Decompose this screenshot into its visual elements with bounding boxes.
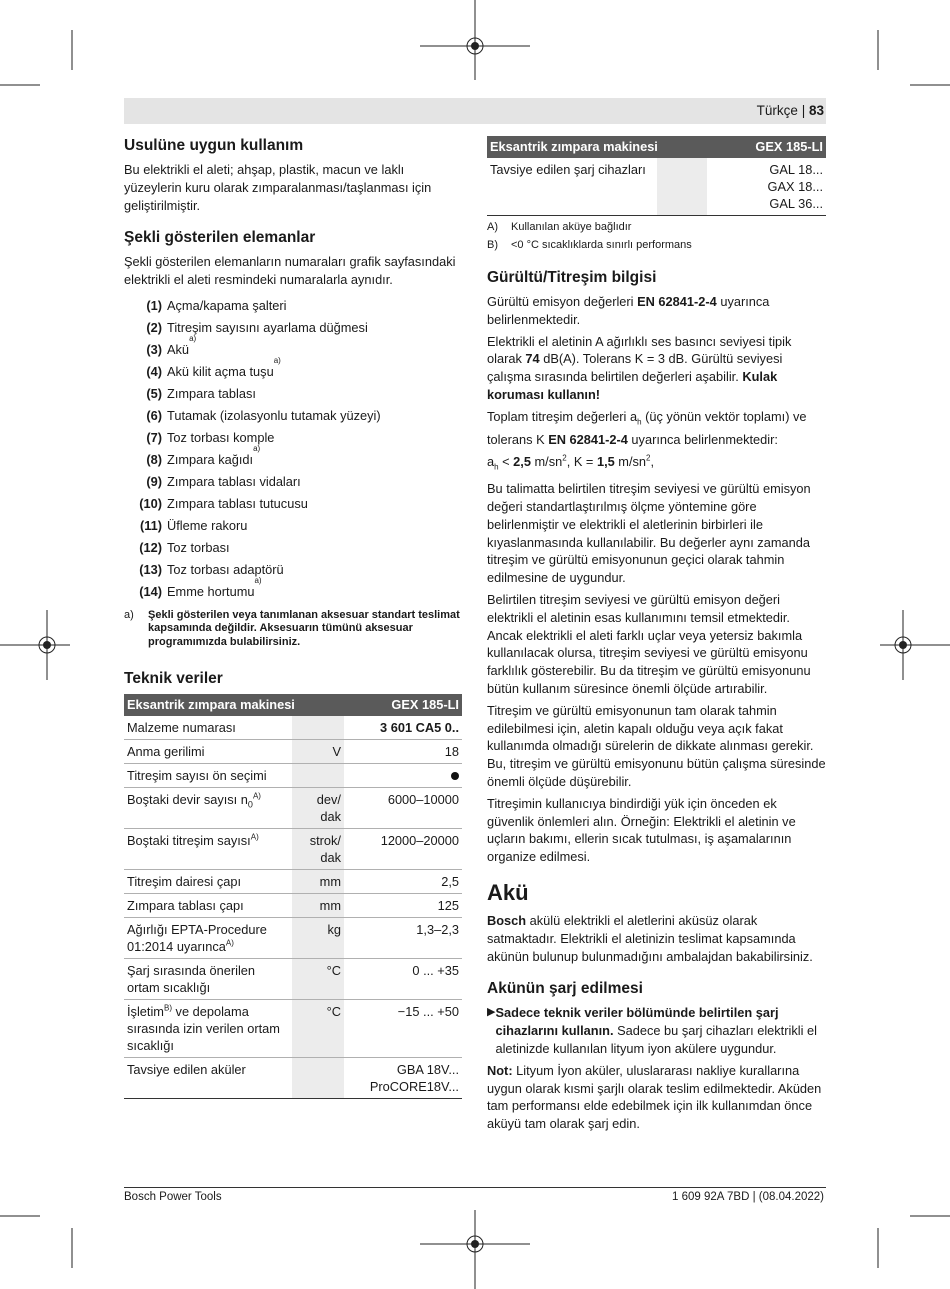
- elements-title: Şekli gösterilen elemanlar: [124, 229, 316, 247]
- component-list: [124, 295, 462, 603]
- noise-p2: Elektrikli el aletinin A ağırlıklı ses basıncı seviyesi tipik olarak 74 dB(A). Tolerans K = 3 dB. Gürültü seviyesi çalışma sırasında belirtilen değerleri aşabilir. Kulak koruması kullanın!: [487, 333, 792, 402]
- battery-text: Bosch akülü elektrikli el aletlerini aküsüz olarak satmaktadır. Elektrikli el aletinizin teslimat kapsamında akünün bulunup bulunmadığını ambalajdan bakabilirsiniz.: [487, 913, 813, 964]
- usage-title: Usulüne uygun kullanım: [124, 137, 304, 154]
- list-item: (4) Akü kilit açma tuşu a): [146, 355, 281, 379]
- table-header: Eksantrik zımpara makinesi GEX 185-LI: [124, 694, 462, 716]
- battery-title: Akü: [487, 880, 529, 905]
- footnote-b: B) <0 °C sıcaklıklarda sınırlı performans: [487, 239, 692, 251]
- usage-section: [124, 136, 462, 214]
- left-column: [124, 136, 462, 1099]
- list-item: (12) Toz torbası: [139, 539, 230, 555]
- table-row: Boştaki devir sayısı $n_0^{A)}$ dev/ dak 6000–10000: [124, 788, 462, 829]
- table-header: Eksantrik zımpara makinesi GEX 185-LI: [487, 136, 826, 158]
- header-separator: |: [801, 103, 806, 118]
- accessory-note: a) Şekli gösterilen veya tanımlanan aksesuar standart teslimat kapsamında değildir. Aksesuarın tümünü aksesuar programımızda bulabilirsiniz.: [124, 608, 460, 648]
- header-language: Türkçe: [756, 103, 798, 118]
- noise-title: Gürültü/Titreşim bilgisi: [487, 269, 657, 286]
- tech-section: [124, 669, 462, 1099]
- right-column: [487, 136, 826, 1137]
- charging-instruction: ▶ Sadece teknik veriler bölümünde belirtilen şarj cihazlarını kullanın. Sadece bu şarj cihazları elektrikli el aletinizde kullanılan lityum iyon akülere uygundur.: [487, 1005, 817, 1056]
- table-row: İşletim$^{B)}$ ve depolama sırasında izin verilen ortam sıcaklığı °C −15 ... +50: [124, 1000, 462, 1058]
- header-band: [124, 98, 826, 124]
- noise-p8: Titreşimin kullanıcıya bindirdiği yük için önceden ek güvenlik önlemleri alın. Örneğin: Elektrikli el aletinin ve uçların bakımı, ellerin sıcak tutulması, iş aşamalarının organize edilmesi.: [487, 795, 796, 865]
- elements-text: Şekli gösterilen elemanların numaraları grafik sayfasındaki elektrikli el aleti resmindeki numaralarla aynıdır.: [124, 254, 456, 288]
- list-item: (1) Açma/kapama şalteri: [146, 297, 287, 313]
- noise-p4: $a_h < 2,5$ $m/sn^2$, K = 1,5 $m/sn^2$,: [487, 453, 655, 472]
- list-item: (3) Akü a): [146, 333, 197, 357]
- charging-note: Not: Lityum İyon aküler, uluslararası nakliye kurallarına uygun olarak kısmi şarjlı olarak teslim edilmektedir. Aküden tam performansı elde edebilmek için ilk kullanımdan önce aküyü tam olarak şarj edin.: [487, 1062, 822, 1132]
- charger-table: [487, 136, 826, 216]
- footer-rule: [124, 1187, 826, 1188]
- noise-p7: Titreşim ve gürültü emisyonunun tam olarak tahmin edilebilmesi için, aletin kapalı olduğu veya açık fakat kullanımda olmadığı sürelerin de dikkate alınması gerekir. Bu, titreşim ve gürültü emisyonunu bütün çalışma süresinde önemli ölçüde düşürebilir.: [487, 702, 826, 790]
- arrow-right-icon: ▶: [487, 1006, 496, 1019]
- table-row: Anma gerilimi V 18: [124, 740, 462, 764]
- list-item: (2) Titreşim sayısını ayarlama düğmesi: [146, 319, 368, 335]
- page-number: 83: [808, 103, 824, 118]
- charging-title: Akünün şarj edilmesi: [487, 980, 643, 998]
- noise-p1: Gürültü emisyon değerleri EN 62841-2-4 uyarınca belirlenmektedir.: [487, 294, 770, 327]
- tech-title: Teknik veriler: [124, 670, 223, 688]
- table-row: Şarj sırasında önerilen ortam sıcaklığı °C 0 ... +35: [124, 959, 462, 1000]
- noise-p5: Bu talimatta belirtilen titreşim seviyesi ve gürültü emisyon değeri standartlaştırılmış ölçme yöntemine göre belirlenmiştir ve elektrikli el aletlerinin birbirleri ile kıyaslanmasında kullanılabilir. Bu değerler aynı zamanda titreşim ve gürültü emisyonunun geçici olarak tahmin edilmesine de uygundur.: [487, 481, 811, 586]
- list-item: (9) Zımpara tablası vidaları: [146, 473, 301, 489]
- table-row: Boştaki titreşim sayısı$^{A)}$ strok/ dak 12000–20000: [124, 829, 462, 870]
- list-item: (8) Zımpara kağıdı a): [146, 443, 261, 467]
- table-row: Tavsiye edilen şarj cihazları GAL 18... GAX 18... GAL 36...: [487, 158, 826, 216]
- footer-docnumber: 1 609 92A 7BD | (08.04.2022): [672, 1191, 824, 1203]
- elements-section: [124, 228, 462, 649]
- noise-p3: Toplam titreşim değerleri $a_h$ (üç yönün vektör toplamı) ve tolerans K EN 62841-2-4 uyarınca belirlenmektedir:: [487, 408, 807, 448]
- usage-text: Bu elektrikli el aleti; ahşap, plastik, macun ve laklı yüzeylerin kuru olarak zımparalanması/taşlanması için geliştirilmiştir.: [124, 162, 432, 213]
- noise-p6: Belirtilen titreşim seviyesi ve gürültü emisyon değeri elektrikli el aletinin esas kullanımını temsil etmektedir. Ancak elektrikli el aleti farklı uçlar veya yetersiz bakımla kullanılacak olursa, titreşim seviyesi ve gürültü emisyonu farklılık gösterebilir. Bu da titreşim ve gürültü emisyonunu bütün kullanım süresince önemli ölçüde artırabilir.: [487, 592, 811, 697]
- list-item: (13) Toz torbası adaptörü: [139, 561, 284, 577]
- list-item: (7) Toz torbası komple: [146, 429, 275, 445]
- list-item: (11) Üfleme rakoru: [139, 517, 248, 533]
- table-row: Malzeme numarası 3 601 CA5 0..: [124, 716, 462, 740]
- page-header: [757, 103, 824, 118]
- tech-table: [124, 694, 462, 1099]
- footer-brand: Bosch Power Tools: [124, 1191, 222, 1203]
- list-item: (10) Zımpara tablası tutucusu: [139, 495, 308, 511]
- table-row: Tavsiye edilen aküler GBA 18V... ProCORE18V...: [124, 1058, 462, 1099]
- table-row: Titreşim dairesi çapı mm 2,5: [124, 870, 462, 894]
- bullet-dot-icon: [451, 772, 459, 780]
- battery-section: [487, 880, 826, 965]
- list-item: (6) Tutamak (izolasyonlu tutamak yüzeyi): [146, 407, 381, 423]
- table-row: Zımpara tablası çapı mm 125: [124, 894, 462, 918]
- noise-section: [487, 268, 826, 866]
- table-row: Ağırlığı EPTA-Procedure 01:2014 uyarınca$^{A)}$ kg 1,3–2,3: [124, 918, 462, 959]
- footnote-a: A) Kullanılan aküye bağlıdır: [487, 221, 632, 233]
- list-item: (5) Zımpara tablası: [146, 385, 256, 401]
- charging-section: [487, 979, 826, 1133]
- table-row: Titreşim sayısı ön seçimi: [124, 764, 462, 788]
- list-item: (14) Emme hortumu a): [139, 575, 262, 599]
